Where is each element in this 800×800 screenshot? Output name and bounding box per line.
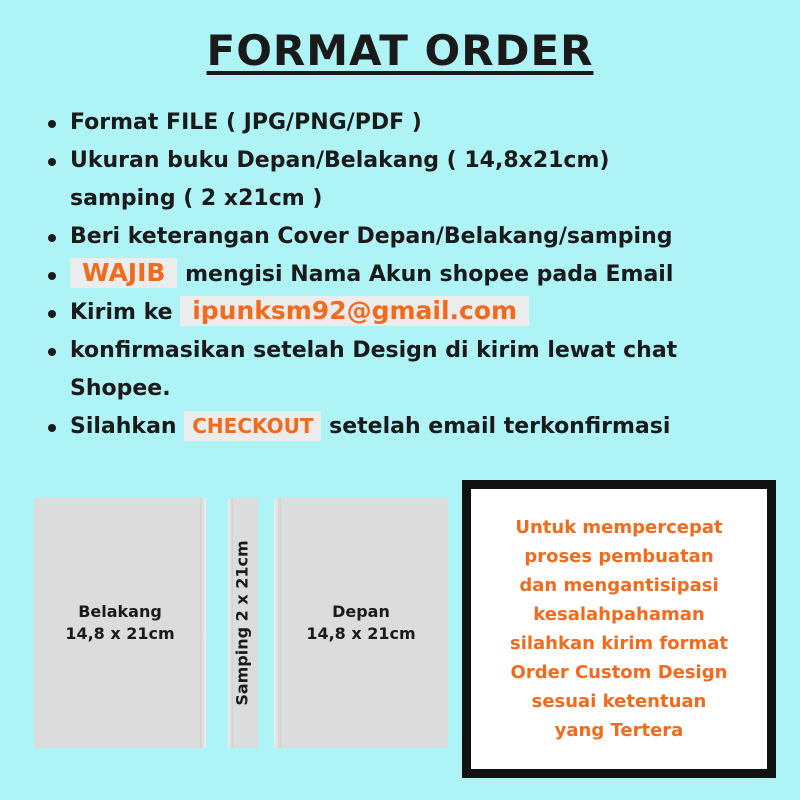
item-text: Shopee. <box>70 376 171 401</box>
back-cover-label: Belakang <box>78 602 162 621</box>
item-text: samping ( 2 x21cm ) <box>70 186 323 211</box>
item-text: Format FILE ( JPG/PNG/PDF ) <box>70 110 422 135</box>
front-cover-label: Depan <box>332 602 390 621</box>
item-text: mengisi Nama Akun shopee pada Email <box>177 262 674 287</box>
book-front-cover <box>274 498 448 748</box>
back-cover-size: 14,8 x 21cm <box>65 624 175 643</box>
note-line: Untuk mempercepat <box>515 517 723 538</box>
list-item <box>46 294 786 332</box>
item-text: Silahkan <box>70 414 185 439</box>
list-item <box>46 332 786 408</box>
list-item <box>46 218 786 256</box>
note-text <box>510 513 728 745</box>
list-item <box>46 408 786 446</box>
item-text: Beri keterangan Cover Depan/Belakang/samping <box>70 224 673 249</box>
item-text: Ukuran buku Depan/Belakang ( 14,8x21cm) <box>70 148 610 173</box>
note-line: yang Tertera <box>554 720 684 741</box>
note-line: dan mengantisipasi <box>519 575 719 596</box>
item-text: setelah email terkonfirmasi <box>321 414 671 439</box>
item-text: Kirim ke <box>70 300 181 325</box>
page-title: FORMAT ORDER <box>206 26 594 75</box>
note-line: proses pembuatan <box>524 546 714 567</box>
item-text: konfirmasikan setelah Design di kirim lewat chat <box>70 338 678 363</box>
note-line: silahkan kirim format <box>509 633 728 654</box>
note-line: kesalahpahaman <box>533 604 705 625</box>
front-cover-size: 14,8 x 21cm <box>306 624 416 643</box>
list-item <box>46 104 786 142</box>
note-line: Order Custom Design <box>510 662 728 683</box>
note-line: sesuai ketentuan <box>531 691 707 712</box>
book-back-cover <box>34 498 206 748</box>
list-item <box>46 256 786 294</box>
wajib-highlight: WAJIB <box>70 258 177 288</box>
list-item <box>46 142 786 218</box>
order-format-list <box>46 104 786 446</box>
checkout-highlight: CHECKOUT <box>184 411 321 441</box>
spine-label: Samping 2 x 21cm <box>233 540 253 706</box>
email-highlight: ipunksm92@gmail.com <box>180 296 529 326</box>
info-note-box <box>462 480 776 778</box>
book-spine <box>228 498 258 748</box>
